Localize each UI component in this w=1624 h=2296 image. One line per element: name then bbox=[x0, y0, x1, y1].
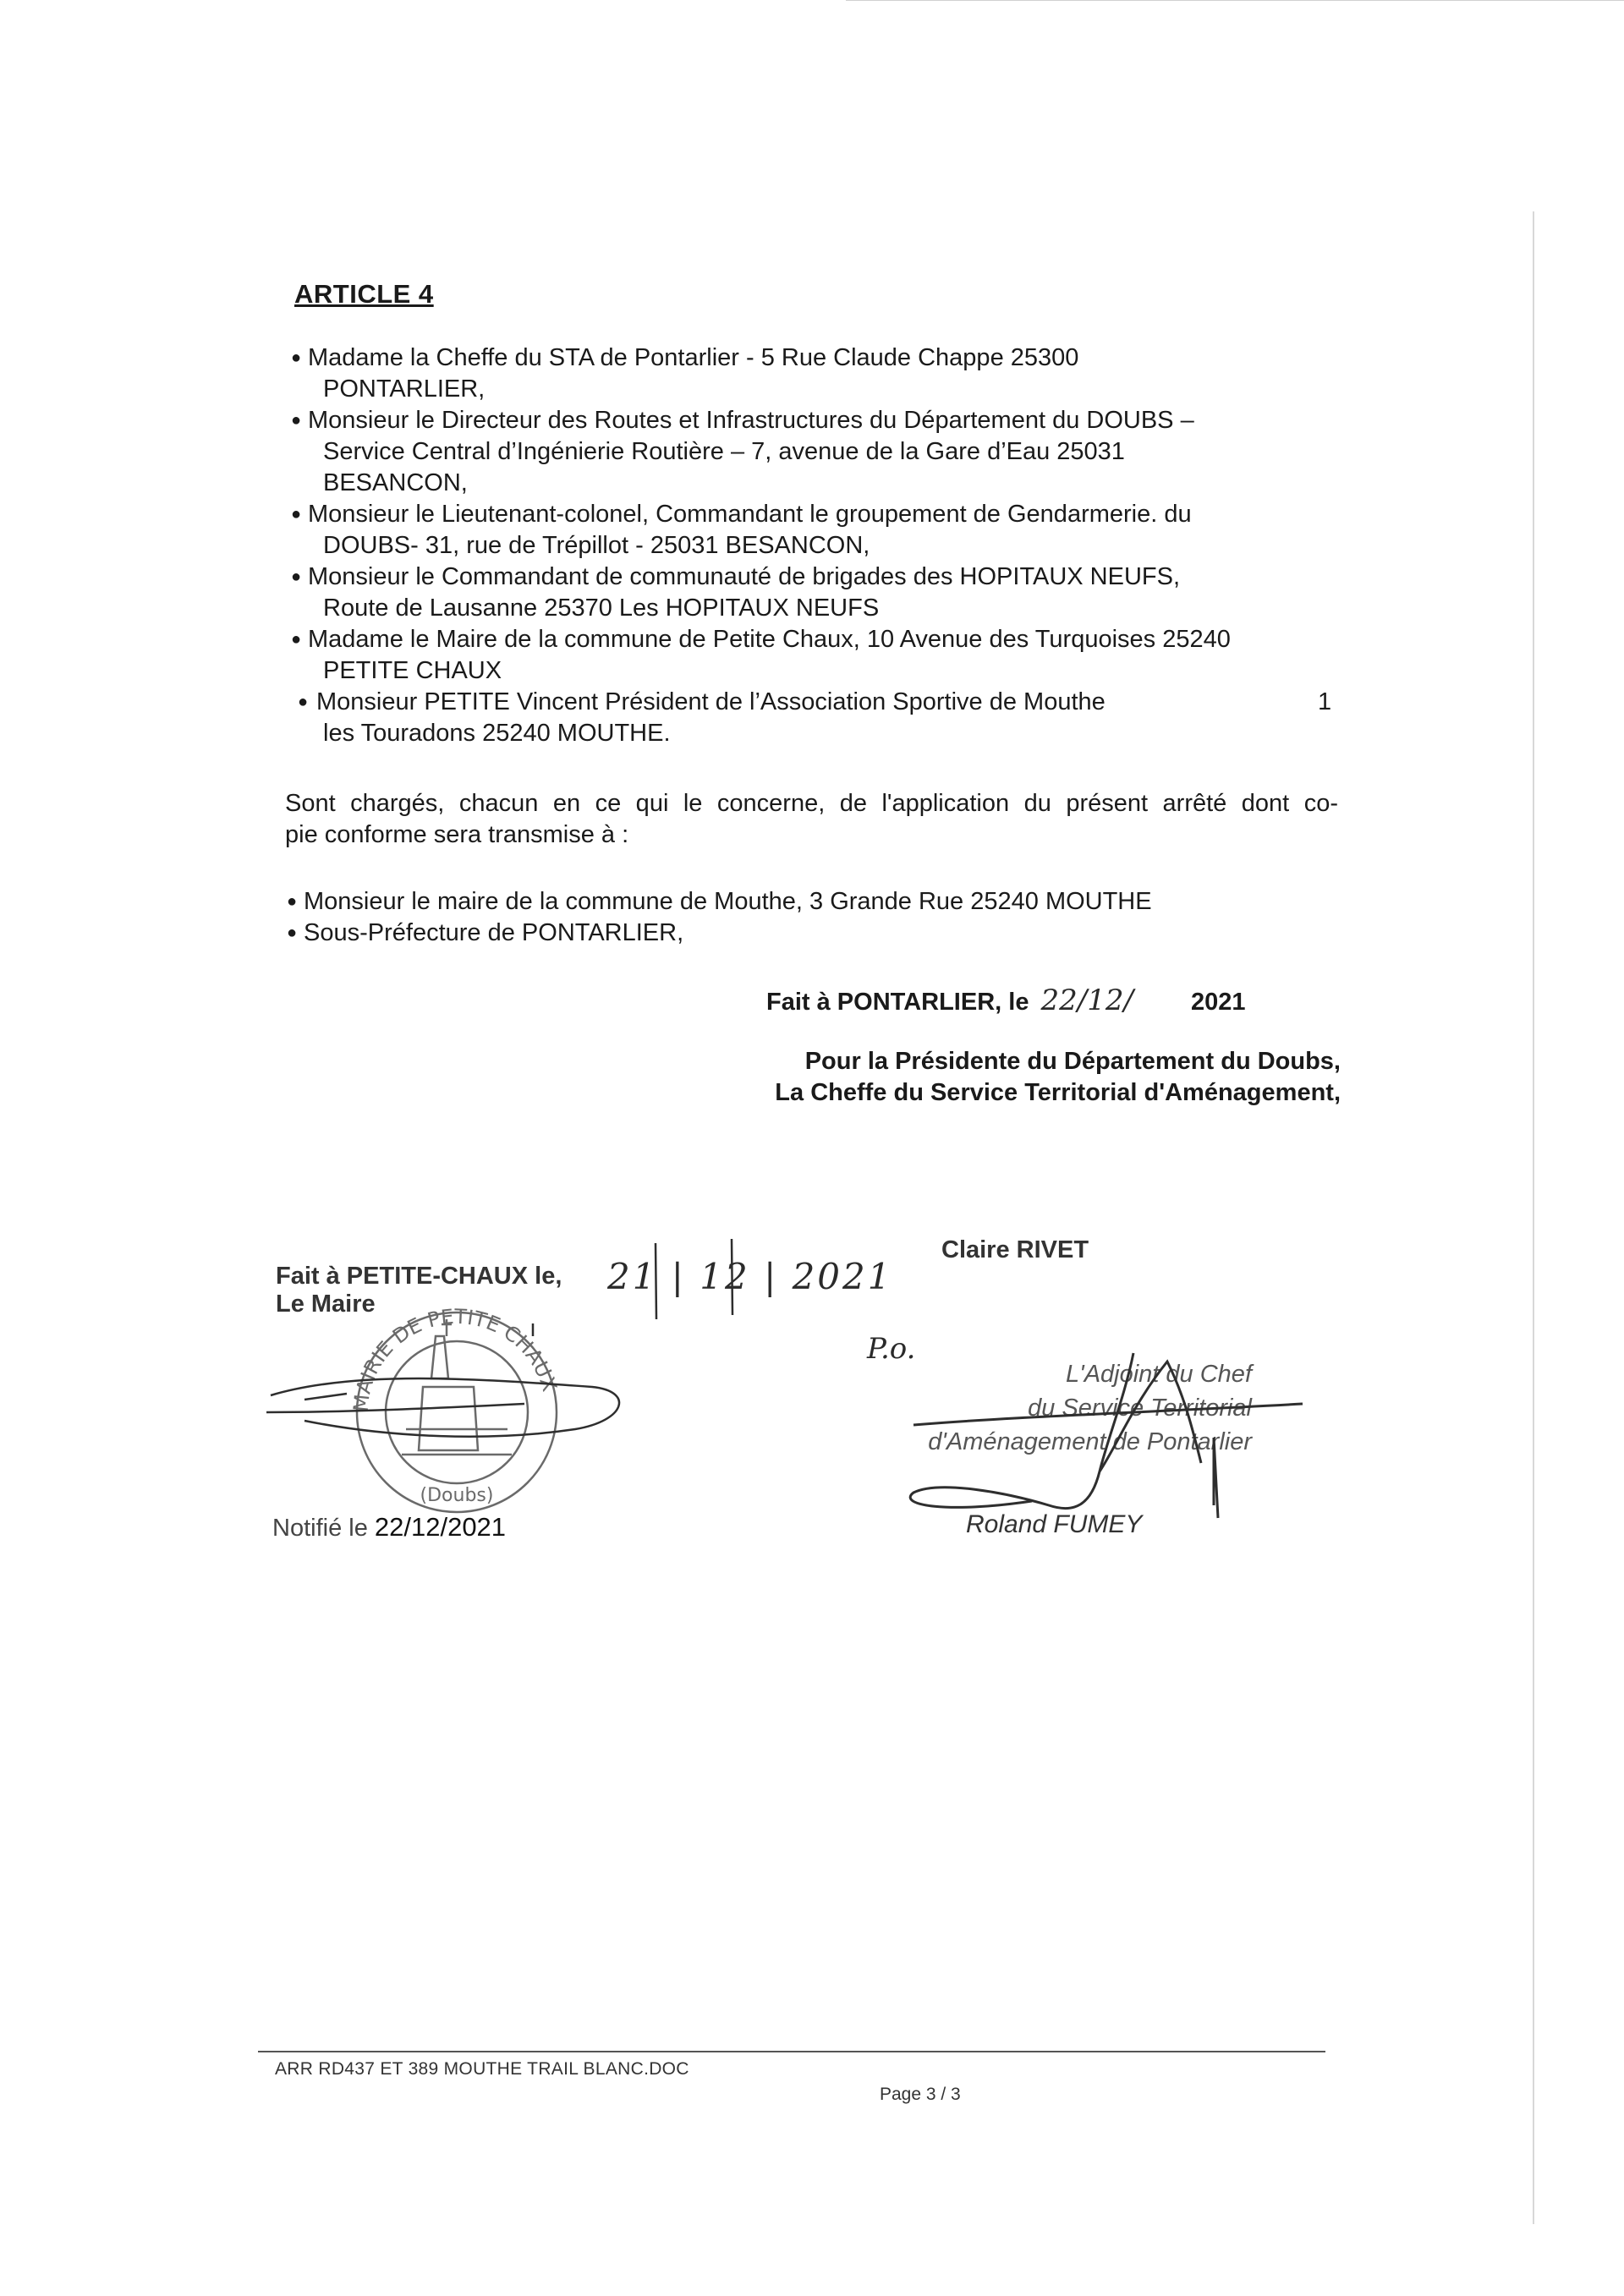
recipient-line: PONTARLIER, bbox=[323, 375, 486, 403]
signatory-name: Claire RIVET bbox=[941, 1236, 1089, 1263]
recipient-line: Service Central d’Ingénierie Routière – 7, avenue de la Gare d’Eau 25031 bbox=[323, 438, 1125, 465]
recipient-line: BESANCON, bbox=[323, 469, 468, 496]
recipient-line: Monsieur le Lieutenant-colonel, Commandant le groupement de Gendarmerie. du bbox=[308, 501, 1192, 528]
list-item bbox=[288, 624, 1336, 687]
recipient-list bbox=[288, 342, 1336, 749]
recipient-line: Madame le Maire de la commune de Petite Chaux, 10 Avenue des Turquoises 25240 bbox=[308, 626, 1231, 653]
recipient-line-suffix: 1 bbox=[1318, 688, 1332, 715]
scan-edge-right bbox=[1533, 211, 1534, 2224]
recipient-line: Monsieur le Directeur des Routes et Infrastructures du Département du DOUBS – bbox=[308, 407, 1194, 434]
recipient-line: PETITE CHAUX bbox=[323, 657, 502, 684]
bullet-icon: ● bbox=[287, 923, 298, 942]
paragraph-line: pie conforme sera transmise à : bbox=[285, 821, 629, 848]
fait-label: Fait à PETITE-CHAUX le, bbox=[276, 1263, 562, 1290]
footer-page-number: Page 3 / 3 bbox=[880, 2085, 961, 2104]
maire-label: Le Maire bbox=[276, 1290, 376, 1318]
pour-line: La Cheffe du Service Territorial d'Aménagement, bbox=[775, 1079, 1341, 1106]
notification-label: Notifié le bbox=[272, 1515, 368, 1542]
list-item bbox=[288, 687, 1336, 749]
handwritten-date-petite-chaux: 21 | 12 | 2021 bbox=[607, 1256, 893, 1297]
bullet-icon: ● bbox=[291, 630, 302, 649]
paragraph-line: Sont chargés, chacun en ce qui le concerne, de l'application du présent arrêté dont co- bbox=[285, 790, 1338, 817]
recipient-line: Route de Lausanne 25370 Les HOPITAUX NEUFS bbox=[323, 595, 880, 622]
recipient-line: Madame la Cheffe du STA de Pontarlier - 5 Rue Claude Chappe 25300 bbox=[308, 344, 1079, 371]
bullet-icon: ● bbox=[291, 567, 302, 586]
pour-line: Pour la Présidente du Département du Doubs, bbox=[804, 1048, 1341, 1075]
fait-a-pontarlier bbox=[766, 984, 1246, 1017]
list-item bbox=[288, 499, 1336, 562]
list-item bbox=[288, 342, 1336, 405]
handwritten-po: P.o. bbox=[867, 1332, 916, 1366]
list-item bbox=[283, 886, 1152, 918]
date-separators bbox=[651, 1235, 753, 1328]
bullet-icon: ● bbox=[291, 505, 302, 523]
mairie-stamp bbox=[254, 1285, 643, 1539]
copy-recipient: Sous-Préfecture de PONTARLIER, bbox=[304, 919, 684, 946]
scan-edge-top bbox=[846, 0, 1624, 1]
list-item bbox=[283, 918, 1152, 949]
recipient-line: Monsieur le Commandant de communauté de brigades des HOPITAUX NEUFS, bbox=[308, 563, 1181, 590]
list-item bbox=[288, 562, 1336, 624]
footer-filename: ARR RD437 ET 389 MOUTHE TRAIL BLANC.DOC bbox=[275, 2059, 689, 2079]
stamp-top-text: MAIRIE DE PETITE CHAUX bbox=[348, 1304, 562, 1413]
notification-date: 22/12/2021 bbox=[374, 1512, 507, 1542]
pour-la-presidente bbox=[677, 1046, 1341, 1109]
adjoint-line: L'Adjoint du Chef bbox=[1066, 1361, 1252, 1388]
recipient-line: DOUBS- 31, rue de Trépillot - 25031 BESANCON, bbox=[323, 532, 870, 559]
stamp-bottom-text: (Doubs) bbox=[420, 1485, 494, 1506]
fait-label: Fait à PONTARLIER, le bbox=[766, 989, 1029, 1016]
recipient-line: les Touradons 25240 MOUTHE. bbox=[323, 720, 671, 747]
recipient-line bbox=[308, 687, 1336, 718]
bullet-icon: ● bbox=[291, 411, 302, 430]
adjoint-name: Roland FUMEY bbox=[966, 1510, 1143, 1538]
footer-divider bbox=[258, 2051, 1325, 2052]
year: 2021 bbox=[1191, 989, 1246, 1016]
stamp-inner-ring bbox=[386, 1341, 528, 1483]
adjoint-line: d'Aménagement de Pontarlier bbox=[928, 1428, 1252, 1455]
bullet-icon: ● bbox=[298, 693, 309, 711]
adjoint-signature bbox=[880, 1345, 1320, 1531]
list-item bbox=[288, 405, 1336, 499]
adjoint-line: du Service Territorial bbox=[1028, 1395, 1252, 1422]
copy-recipient: Monsieur le maire de la commune de Mouthe, 3 Grande Rue 25240 MOUTHE bbox=[304, 888, 1152, 915]
charge-paragraph bbox=[285, 788, 1338, 851]
bullet-icon: ● bbox=[291, 348, 302, 367]
mayor-signature bbox=[266, 1323, 619, 1437]
recipient-line-text: Monsieur PETITE Vincent Président de l’Association Sportive de Mouthe bbox=[316, 688, 1106, 715]
article-title: ARTICLE 4 bbox=[294, 279, 434, 309]
handwritten-date: 22/12/ bbox=[1040, 984, 1133, 1017]
notification bbox=[272, 1512, 506, 1543]
bullet-icon: ● bbox=[287, 892, 298, 911]
copy-list bbox=[283, 886, 1152, 949]
